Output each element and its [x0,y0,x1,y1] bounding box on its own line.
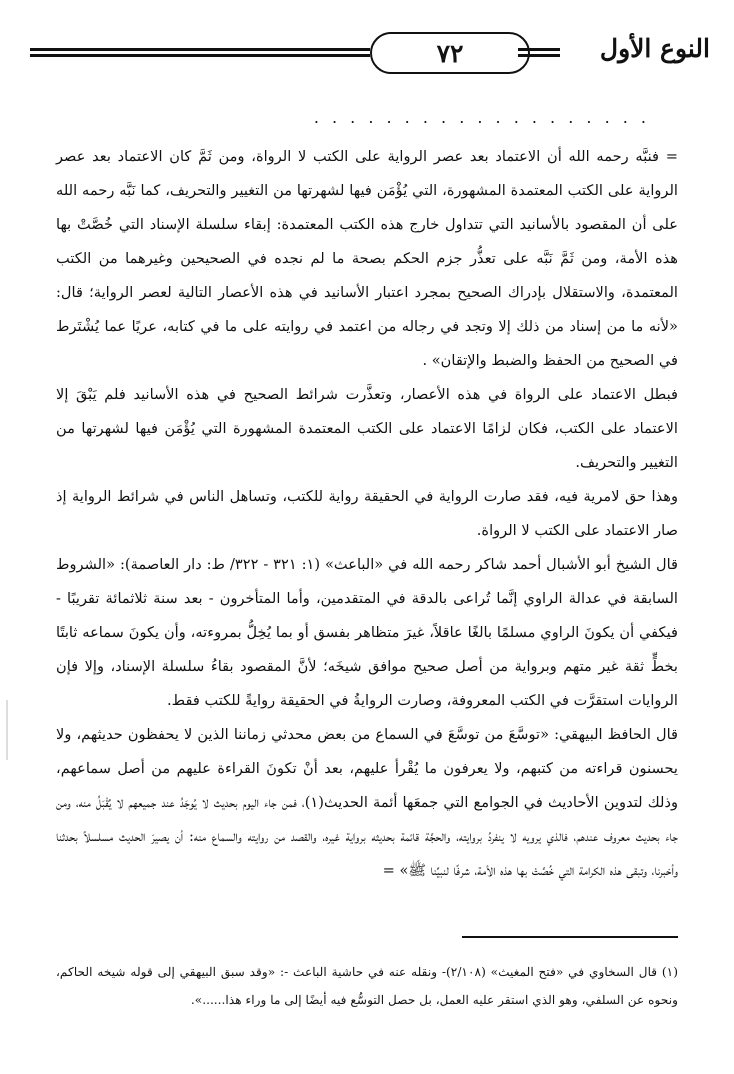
chapter-title: النوع الأول [599,34,710,63]
main-text [56,140,678,888]
page-number: ٧٢ [436,38,464,68]
paragraph-4: قال الشيخ أبو الأشبال أحمد شاكر رحمه الله في «الباعث» (١: ٣٢١ - ٣٢٢/ ط: دار العاصمة): «الشروط السابقة في عدالة الراوي إنَّما تُراعى بالدقة في المتقدمين، وأما المتأخرون - بعد سنة ثلاثمائة تقريبًا - فيكفي أن يكونَ الراوي مسلمًا بالغًا عاقلاً، غيرَ متظاهر بفسق أو بما يُخِلُّ بمروءته، وأن يكونَ سماعه ثابتًا بخطٍّ ثقة غير متهم وبرواية من أصل صحيح موافق شيخَه؛ لأنَّ المقصود بقاءُ سلسلة الإسناد، وإلا فإن الروايات استقرَّت في الكتب المعروفة، وصارت الروايةُ في الحقيقة روايةً للكتب فقط. [56,556,679,709]
paragraph-1: = فنبَّه رحمه الله أن الاعتماد بعد عصر الرواية على الكتب لا الرواة، ومن ثَمَّ كان الاعتماد بعد عصر الرواية على الكتب المعتمدة المشهورة، التي يُؤْمَن فيها لشهرتها من التغيير والتحريف، كما نَبَّه رحمه الله على أن المقصود بالأسانيد التي تتداول خارج هذه الكتب المعتمدة: إبقاء سلسلة الإسناد التي خُصَّتْ بها هذه الأمة، ومن ثَمَّ نَبَّه على تعذُّر جزم الحكم بصحة ما لم نجده في الصحيحين وغيرهما من الكتب المعتمدة، والاستقلال بإدراك الصحيح بمجرد اعتبار الأسانيد في هذه الأعصار التالية لعصر الرواية؛ قال: «لأنه ما من إسناد من ذلك إلا وتجد في رجاله من اعتمد في روايته على ما في كتابه، عريًا عما يُشْتَرط في الصحيح من الحفظ والضبط والإتقان» . [56,148,678,369]
page-edge-shadow [6,700,8,760]
footnote-divider [462,936,678,938]
paragraph-5: قال الحافظ البيهقي: «توسَّعَ من توسَّعَ في السماع من بعض محدثي زماننا الذين لا يحفظون حديثهم، ولا يحسنون قراءته من كتبهم، ولا يعرفون ما يُقْرأ عليهم، بعد أنْ تكونَ القراءة عليهم من أصل سماعهم، وذلك لتدوين الأحاديث في الجوامع التي جمعَها أئمة الحديث(١)، فمن جاء اليوم بحديث لا يُوجَدُ عند جميعهم لا يُقْبَلُ منه، ومن جاء بحديث معروف عندهم، فالذي يرويه لا ينفردُ بروايته، والحجَّة قائمة بحديثه برواية غيره، والقصد من روايته والسماع منه: أن يصيرَ الحديث مسلسلاً بحدثنا وأخبرنا، وتبقى هذه الكرامة التي خُصَّتْ بها هذه الأمة، شرفًا لنبيِّنا ﷺ» = [56,726,678,879]
header-rule-left [30,48,370,58]
page-number-box [370,32,530,74]
paragraph-2: فبطل الاعتماد على الرواة في هذه الأعصار، وتعذَّرت شرائط الصحيح في هذه الأسانيد فلم يَبْقَ إلا الاعتماد على الكتب، فكان لزامًا الاعتماد على الكتب المعتمدة المشهورة التي يُؤْمَن فيها لشهرتها من التغيير والتحريف. [56,386,678,471]
footnote-1: (١) قال السخاوي في «فتح المغيث» (٢/١٠٨)- ونقله عنه في حاشية الباعث -: «وقد سبق البيهقي إلى قوله شيخه الحاكم، ونحوه عن السلفي، وهو الذي استقر عليه العمل، بل حصل التوسُّع فيه أيضًا إلى ما وراء هذا......». [56,965,678,1007]
page-header [30,30,710,80]
dotted-separator: . . . . . . . . . . . . . . . . . . . [313,108,650,127]
footnotes [56,958,678,1014]
paragraph-3: وهذا حق لامرية فيه، فقد صارت الرواية في الحقيقة رواية للكتب، وتساهل الناس في شرائط الرواية إذ صار الاعتماد على الكتب لا الرواة. [56,488,678,539]
